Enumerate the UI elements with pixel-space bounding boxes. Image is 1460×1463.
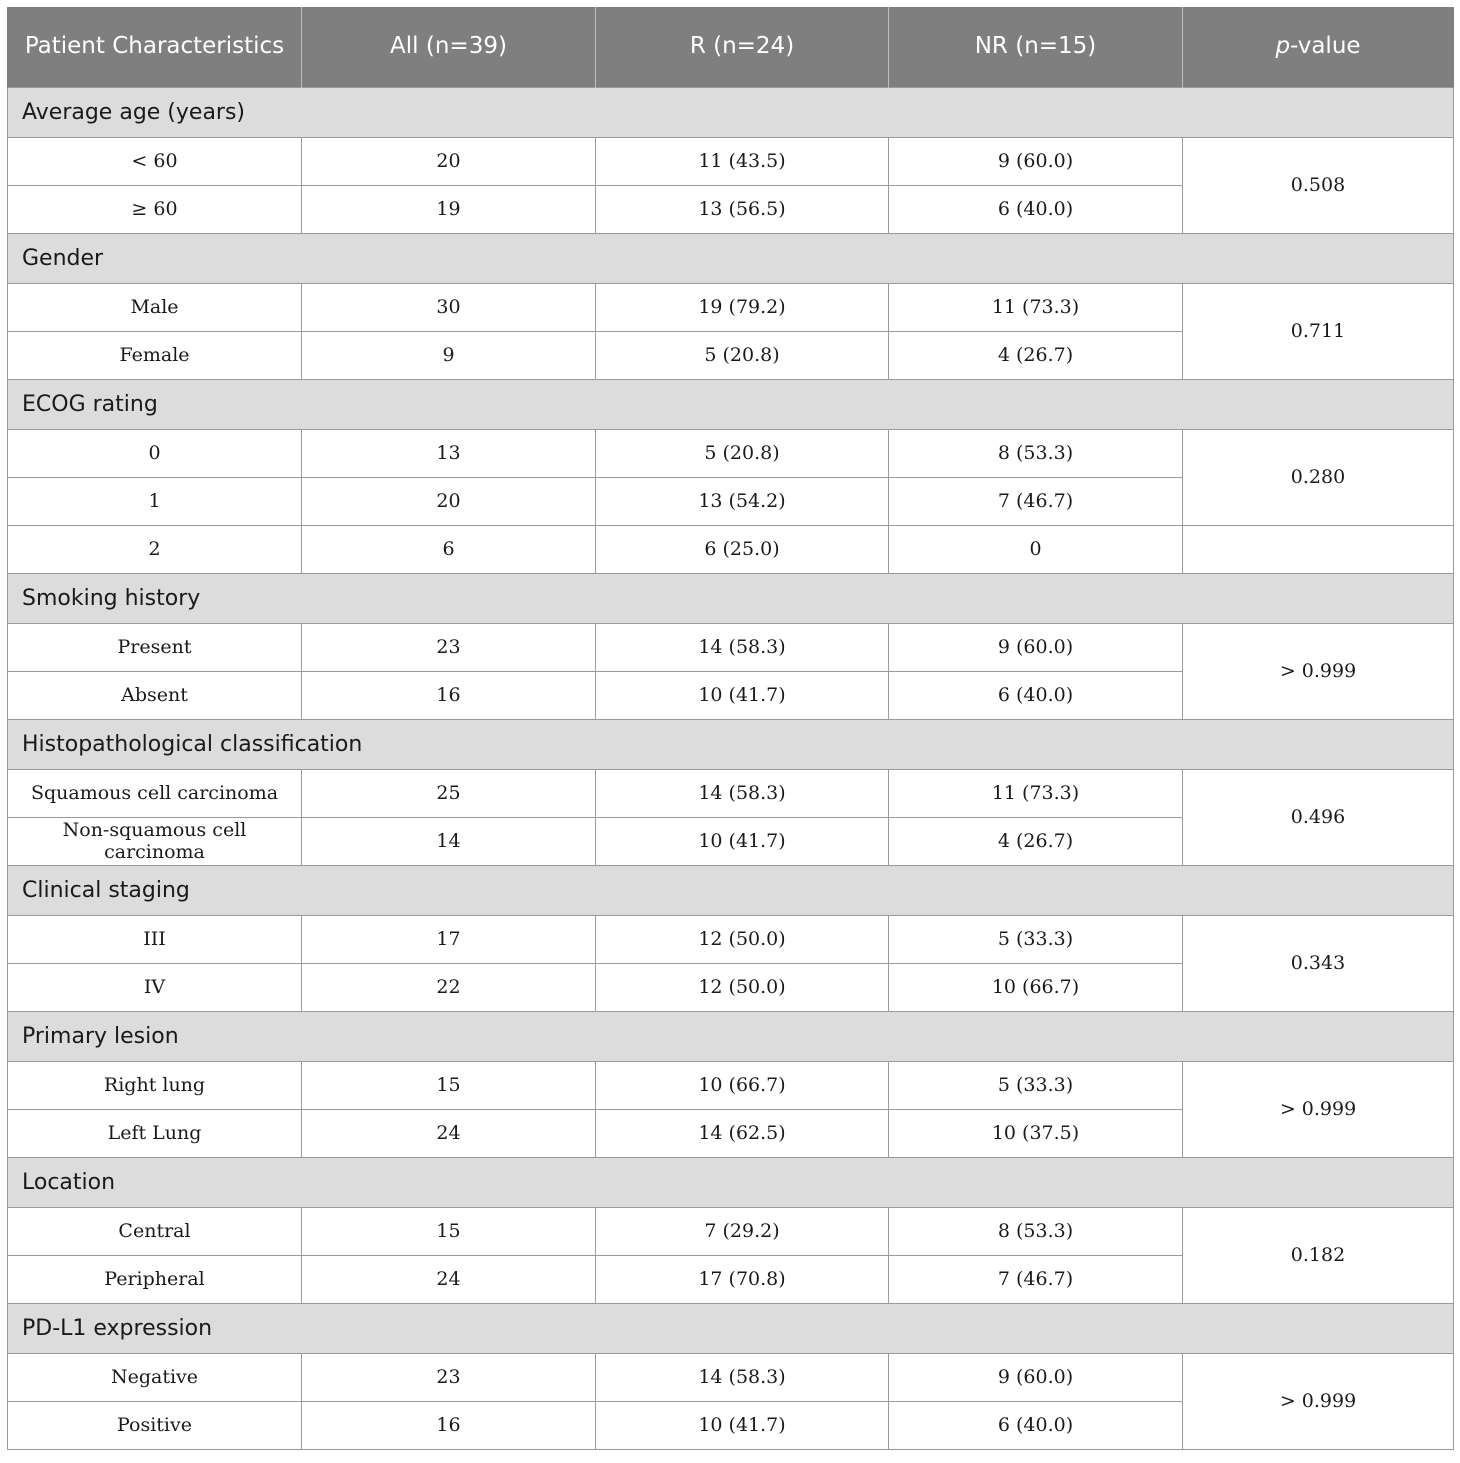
cell-nr: 8 (53.3) [889, 429, 1183, 477]
cell-characteristic: 1 [8, 477, 302, 525]
section-row [8, 573, 1454, 623]
cell-nr: 10 (66.7) [889, 963, 1183, 1011]
cell-all: 30 [302, 283, 596, 331]
cell-nr: 7 (46.7) [889, 1255, 1183, 1303]
cell-characteristic: III [8, 915, 302, 963]
section-title: Primary lesion [8, 1011, 1454, 1061]
section-row [8, 87, 1454, 137]
cell-r: 5 (20.8) [596, 429, 889, 477]
cell-r: 5 (20.8) [596, 331, 889, 379]
cell-all: 20 [302, 477, 596, 525]
table-row [8, 1353, 1454, 1401]
header-responders: R (n=24) [596, 7, 889, 87]
cell-nr: 5 (33.3) [889, 915, 1183, 963]
cell-all: 9 [302, 331, 596, 379]
section-row [8, 233, 1454, 283]
cell-characteristic: Left Lung [8, 1109, 302, 1157]
cell-all: 16 [302, 671, 596, 719]
cell-characteristic: IV [8, 963, 302, 1011]
cell-p-value: 0.343 [1183, 915, 1454, 1011]
section-title: Location [8, 1157, 1454, 1207]
cell-r: 17 (70.8) [596, 1255, 889, 1303]
cell-p-value: 0.711 [1183, 283, 1454, 379]
cell-r: 13 (56.5) [596, 185, 889, 233]
cell-characteristic: Peripheral [8, 1255, 302, 1303]
cell-characteristic: Right lung [8, 1061, 302, 1109]
cell-all: 22 [302, 963, 596, 1011]
cell-r: 12 (50.0) [596, 915, 889, 963]
section-title: Clinical staging [8, 865, 1454, 915]
cell-characteristic: Present [8, 623, 302, 671]
header-p-value [1183, 7, 1454, 87]
cell-nr: 5 (33.3) [889, 1061, 1183, 1109]
section-title: Gender [8, 233, 1454, 283]
cell-all: 25 [302, 769, 596, 817]
cell-all: 24 [302, 1255, 596, 1303]
cell-nr: 11 (73.3) [889, 283, 1183, 331]
cell-characteristic: ≥ 60 [8, 185, 302, 233]
cell-r: 13 (54.2) [596, 477, 889, 525]
section-row [8, 865, 1454, 915]
cell-r: 10 (66.7) [596, 1061, 889, 1109]
section-title: Histopathological classification [8, 719, 1454, 769]
cell-p-value: > 0.999 [1183, 1061, 1454, 1157]
table-body [8, 87, 1454, 1449]
cell-nr: 9 (60.0) [889, 623, 1183, 671]
cell-characteristic: Central [8, 1207, 302, 1255]
table-row [8, 283, 1454, 331]
cell-nr: 7 (46.7) [889, 477, 1183, 525]
cell-all: 16 [302, 1401, 596, 1449]
header-row [8, 7, 1454, 87]
cell-p-value: > 0.999 [1183, 623, 1454, 719]
cell-nr: 9 (60.0) [889, 1353, 1183, 1401]
section-row [8, 719, 1454, 769]
cell-nr: 10 (37.5) [889, 1109, 1183, 1157]
table-row [8, 1207, 1454, 1255]
cell-characteristic: < 60 [8, 137, 302, 185]
table-header [8, 7, 1454, 87]
table-row [8, 1061, 1454, 1109]
header-p-value-italic: p [1275, 33, 1291, 60]
cell-characteristic: Squamous cell carcinoma [8, 769, 302, 817]
cell-p-value-empty [1183, 525, 1454, 573]
cell-nr: 6 (40.0) [889, 671, 1183, 719]
cell-nr: 6 (40.0) [889, 1401, 1183, 1449]
cell-characteristic: Non-squamous cell carcinoma [8, 817, 302, 865]
cell-all: 6 [302, 525, 596, 573]
cell-r: 14 (58.3) [596, 1353, 889, 1401]
cell-r: 6 (25.0) [596, 525, 889, 573]
cell-r: 14 (58.3) [596, 769, 889, 817]
cell-characteristic: Absent [8, 671, 302, 719]
cell-all: 17 [302, 915, 596, 963]
patient-characteristics-table [7, 7, 1454, 1450]
table-row [8, 137, 1454, 185]
section-title: PD-L1 expression [8, 1303, 1454, 1353]
table-row [8, 525, 1454, 573]
cell-characteristic: Positive [8, 1401, 302, 1449]
cell-all: 23 [302, 623, 596, 671]
cell-r: 14 (62.5) [596, 1109, 889, 1157]
cell-all: 20 [302, 137, 596, 185]
section-row [8, 1011, 1454, 1061]
cell-r: 11 (43.5) [596, 137, 889, 185]
cell-p-value: 0.496 [1183, 769, 1454, 865]
table-row [8, 915, 1454, 963]
cell-all: 15 [302, 1207, 596, 1255]
table-row [8, 769, 1454, 817]
cell-characteristic: Negative [8, 1353, 302, 1401]
cell-nr: 6 (40.0) [889, 185, 1183, 233]
cell-nr: 11 (73.3) [889, 769, 1183, 817]
cell-characteristic: Female [8, 331, 302, 379]
header-p-value-suffix: -value [1290, 33, 1361, 60]
section-title: Smoking history [8, 573, 1454, 623]
cell-p-value: > 0.999 [1183, 1353, 1454, 1449]
section-title: Average age (years) [8, 87, 1454, 137]
cell-nr: 4 (26.7) [889, 331, 1183, 379]
cell-all: 24 [302, 1109, 596, 1157]
cell-nr: 0 [889, 525, 1183, 573]
cell-p-value: 0.280 [1183, 429, 1454, 525]
cell-all: 13 [302, 429, 596, 477]
section-row [8, 1303, 1454, 1353]
cell-r: 19 (79.2) [596, 283, 889, 331]
cell-all: 23 [302, 1353, 596, 1401]
cell-r: 14 (58.3) [596, 623, 889, 671]
cell-all: 14 [302, 817, 596, 865]
header-patient-characteristics: Patient Characteristics [8, 7, 302, 87]
cell-r: 12 (50.0) [596, 963, 889, 1011]
cell-r: 7 (29.2) [596, 1207, 889, 1255]
cell-characteristic: Male [8, 283, 302, 331]
cell-r: 10 (41.7) [596, 1401, 889, 1449]
cell-nr: 9 (60.0) [889, 137, 1183, 185]
header-all: All (n=39) [302, 7, 596, 87]
section-title: ECOG rating [8, 379, 1454, 429]
table-row [8, 623, 1454, 671]
cell-p-value: 0.182 [1183, 1207, 1454, 1303]
cell-nr: 8 (53.3) [889, 1207, 1183, 1255]
cell-nr: 4 (26.7) [889, 817, 1183, 865]
table-row [8, 429, 1454, 477]
cell-characteristic: 0 [8, 429, 302, 477]
cell-r: 10 (41.7) [596, 817, 889, 865]
header-non-responders: NR (n=15) [889, 7, 1183, 87]
cell-r: 10 (41.7) [596, 671, 889, 719]
section-row [8, 379, 1454, 429]
section-row [8, 1157, 1454, 1207]
cell-characteristic: 2 [8, 525, 302, 573]
cell-all: 19 [302, 185, 596, 233]
cell-p-value: 0.508 [1183, 137, 1454, 233]
cell-all: 15 [302, 1061, 596, 1109]
